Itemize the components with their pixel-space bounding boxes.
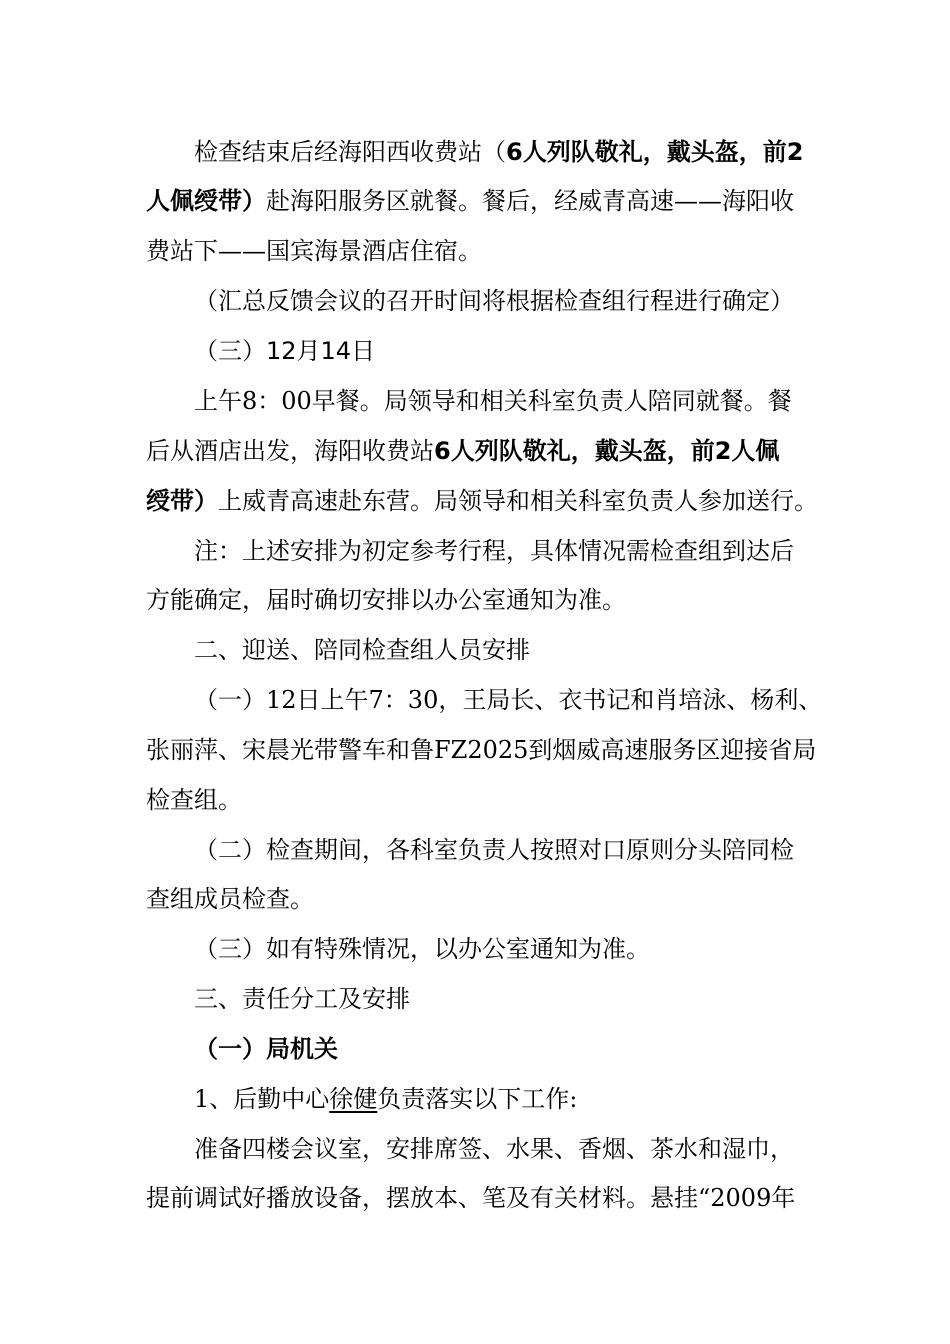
paragraph-line: （一）12日上午7：30，王局长、衣书记和肖培泳、杨利、 <box>194 686 823 714</box>
paragraph-line <box>146 436 826 466</box>
text-run: 1、后勤中心 <box>194 1085 330 1113</box>
text-run: 赴海阳服务区就餐。餐后，经威青高速——海阳收 <box>266 187 794 215</box>
section-heading: 三、责任分工及安排 <box>194 985 410 1013</box>
bold-text-run: 绶带） <box>146 487 218 515</box>
paragraph-line: 检查组。 <box>146 786 242 814</box>
list-item <box>194 1084 874 1114</box>
bold-text-run: 6人列队敬礼，戴头盔，前2人佩 <box>434 437 780 465</box>
paragraph-line: （汇总反馈会议的召开时间将根据检查组行程进行确定） <box>194 287 794 315</box>
paragraph-line <box>146 186 826 216</box>
paragraph-line: （三）如有特殊情况，以办公室通知为准。 <box>194 935 650 963</box>
paragraph-line: 查组成员检查。 <box>146 885 314 913</box>
paragraph-line: 提前调试好播放设备，摆放本、笔及有关材料。悬挂“2009年 <box>146 1184 796 1212</box>
section-heading: 二、迎送、陪同检查组人员安排 <box>194 636 530 664</box>
paragraph-line: 上午8：00早餐。局领导和相关科室负责人陪同就餐。餐 <box>194 387 792 415</box>
paragraph-line: 张丽萍、宋晨光带警车和鲁FZ2025到烟威高速服务区迎接省局 <box>146 736 817 764</box>
paragraph-line <box>146 486 826 516</box>
paragraph-line <box>194 137 874 167</box>
text-run: 后从酒店出发，海阳收费站 <box>146 437 434 465</box>
note-line: 注：上述安排为初定参考行程，具体情况需检查组到达后 <box>194 537 794 565</box>
text-run: 负责落实以下工作: <box>377 1085 578 1113</box>
section-heading: （三）12月14日 <box>194 337 376 365</box>
note-line: 方能确定，届时确切安排以办公室通知为准。 <box>146 586 626 614</box>
subsection-heading: （一）局机关 <box>194 1035 338 1063</box>
text-run: 上威青高速赴东营。局领导和相关科室负责人参加送行。 <box>218 487 818 515</box>
paragraph-line: 费站下——国宾海景酒店住宿。 <box>146 237 482 265</box>
underlined-name: 徐健 <box>329 1085 378 1113</box>
paragraph-line: （二）检查期间，各科室负责人按照对口原则分头陪同检 <box>194 836 794 864</box>
paragraph-line: 准备四楼会议室，安排席签、水果、香烟、茶水和湿巾， <box>194 1135 794 1163</box>
bold-text-run: 人佩绶带） <box>146 187 266 215</box>
bold-text-run: 6人列队敬礼，戴头盔，前2 <box>506 138 804 166</box>
text-run: 检查结束后经海阳西收费站（ <box>194 138 506 166</box>
